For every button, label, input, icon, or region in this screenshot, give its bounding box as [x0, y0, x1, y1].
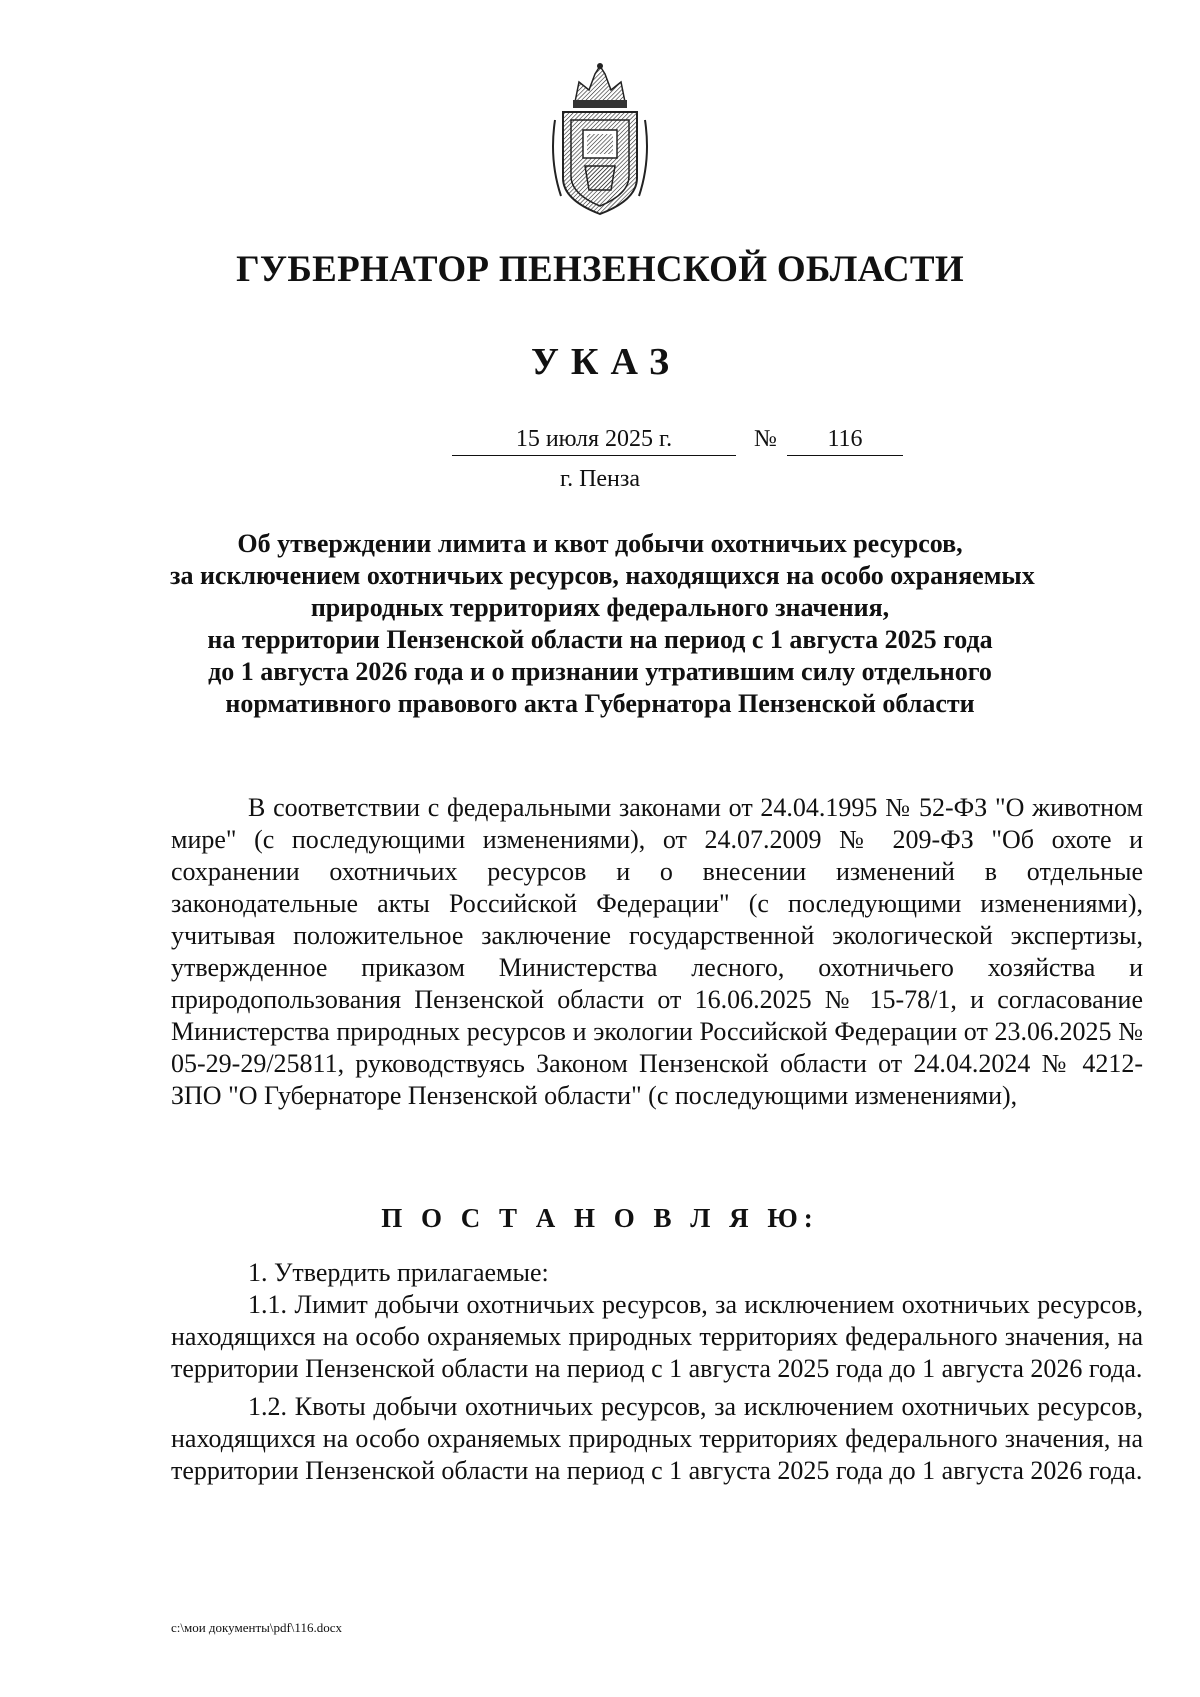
coat-of-arms-emblem: [545, 60, 655, 220]
place-of-issue: г. Пенза: [559, 466, 641, 492]
document-type: УКАЗ: [531, 341, 681, 383]
decree-items: [171, 1257, 1143, 1487]
item-paragraph: 1.2. Квоты добычи охотничьих ресурсов, за исключением охотничьих ресурсов, находящихся на особо охраняемых природных территориях федерального значения, на территории Пензенской области на период с 1 августа 2025 года до 1 августа 2026 года.: [171, 1392, 1143, 1485]
preamble-block: [171, 792, 1143, 1112]
item-paragraph: 1.1. Лимит добычи охотничьих ресурсов, за исключением охотничьих ресурсов, находящихся на особо охраняемых природных территориях федерального значения, на территории Пензенской области на период с 1 августа 2025 года до 1 августа 2026 года.: [171, 1290, 1143, 1383]
item-paragraph: 1. Утвердить прилагаемые:: [248, 1258, 549, 1287]
heading-line: Об утверждении лимита и квот добычи охотничьих ресурсов,: [237, 529, 963, 558]
number-sign: №: [754, 426, 777, 452]
heading-line: до 1 августа 2026 года и о признании утратившим силу отдельного: [208, 657, 992, 686]
document-number: 116: [787, 425, 903, 456]
heading-line: за исключением охотничьих ресурсов, находящихся на особо охраняемых: [170, 561, 1035, 590]
decree-word: П О С Т А Н О В Л Я Ю:: [381, 1203, 819, 1233]
document-heading: [170, 528, 1035, 720]
heading-line: природных территориях федерального значения,: [310, 593, 890, 622]
issuer-title: ГУБЕРНАТОР ПЕНЗЕНСКОЙ ОБЛАСТИ: [236, 249, 964, 290]
preamble-paragraph: В соответствии с федеральными законами от 24.04.1995 № 52-ФЗ "О животном мире" (с последующими изменениями), от 24.07.2009 № 209-ФЗ "Об охоте и сохранении охотничьих ресурсов и о внесении изменений в отдельные законодательные акты Российской Федерации" (с последующими изменениями), учитывая положительное заключение государственной экологической экспертизы, утвержденное приказом Министерства лесного, охотничьего хозяйства и природопользования Пензенской области от 16.06.2025 № 15-78/1, и согласование Министерства природных ресурсов и экологии Российской Федерации от 23.06.2025 № 05-29-29/25811, руководствуясь Законом Пензенской области от 24.04.2024 № 4212-ЗПО "О Губернаторе Пензенской области" (с последующими изменениями),: [171, 793, 1143, 1110]
heading-line: на территории Пензенской области на период с 1 августа 2025 года: [207, 625, 993, 654]
document-date: 15 июля 2025 г.: [452, 425, 736, 456]
heading-line: нормативного правового акта Губернатора Пензенской области: [225, 689, 975, 718]
file-path-footer: c:\мои документы\pdf\116.docx: [171, 1620, 342, 1635]
